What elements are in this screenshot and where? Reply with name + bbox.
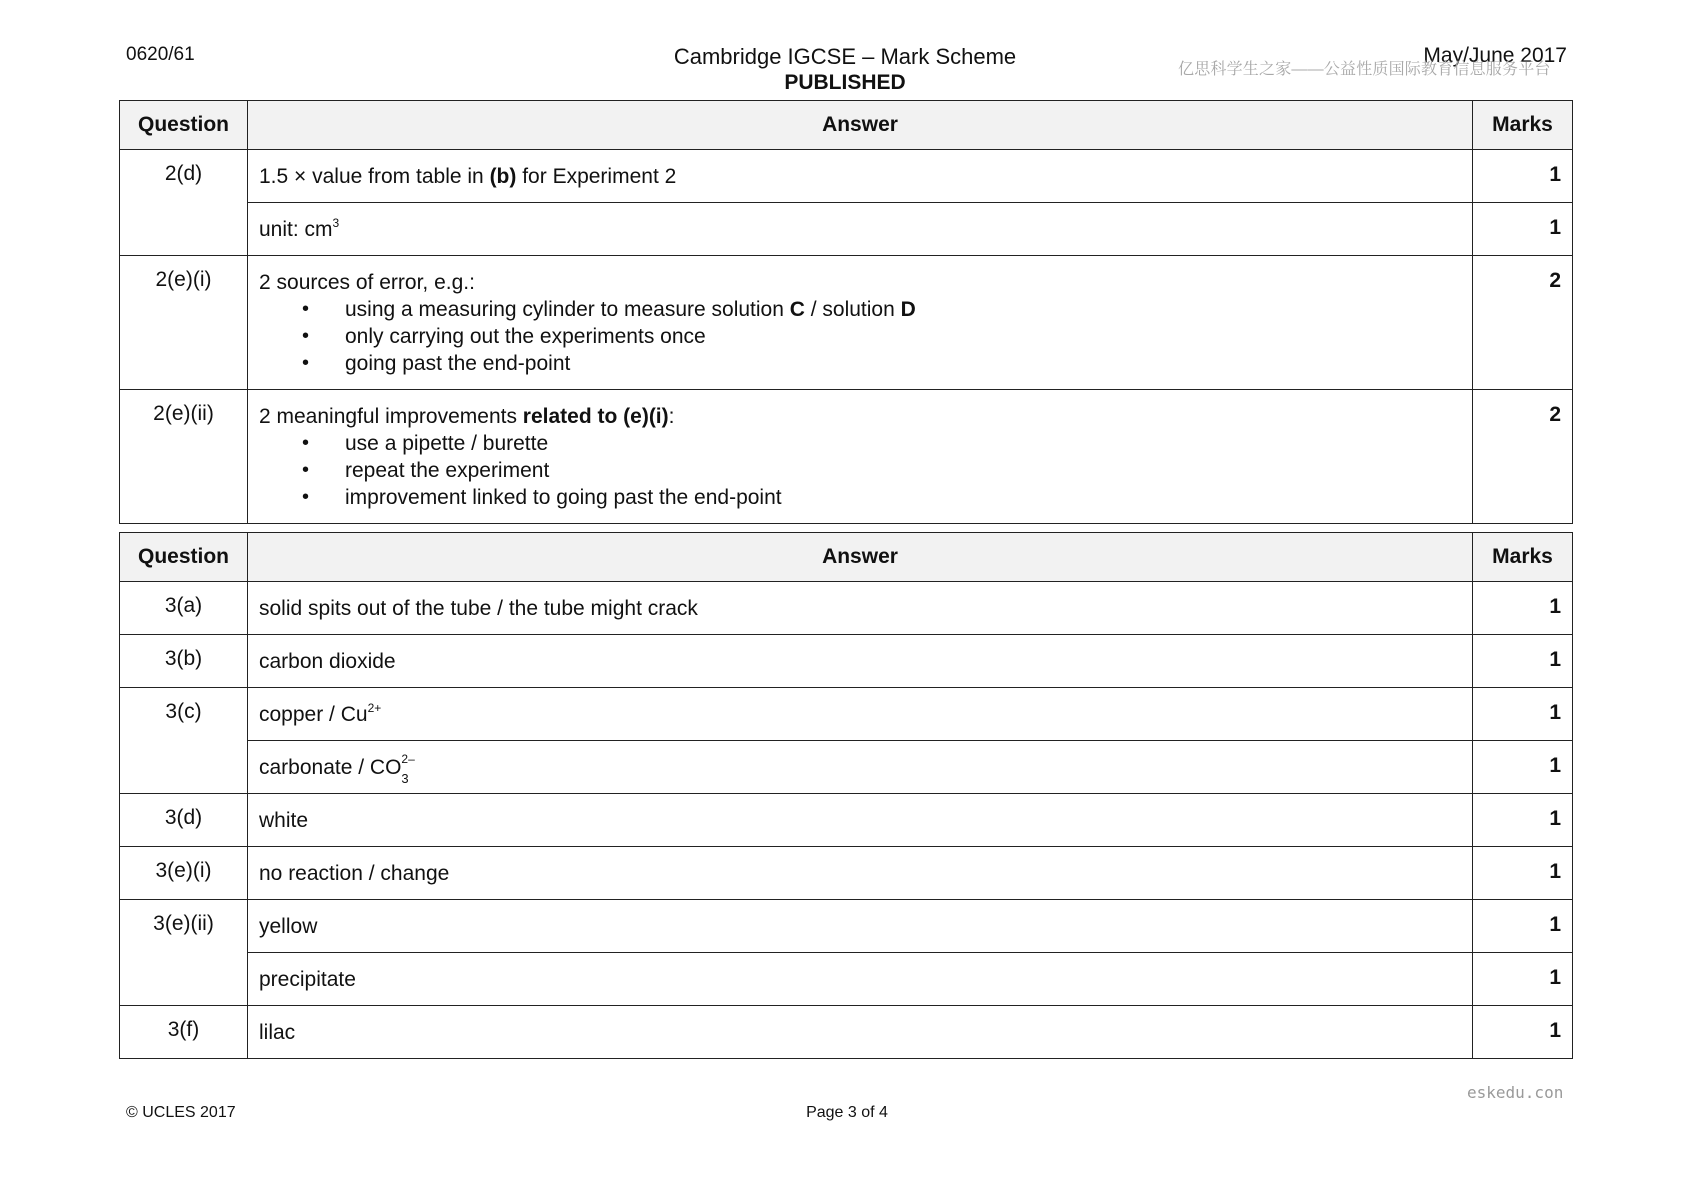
list-item: • use a pipette / burette [259, 430, 1472, 457]
list-item: • only carrying out the experiments once [259, 323, 1472, 350]
answer-bold: related to (e)(i) [522, 405, 669, 428]
answer-text: 2 meaningful improvements [259, 405, 523, 428]
table-row [120, 582, 1573, 635]
marks-cell: 1 [1473, 741, 1573, 794]
table-row [120, 203, 1573, 256]
table-row [120, 150, 1573, 203]
table-header-row [120, 533, 1573, 582]
marks-cell: 1 [1473, 1006, 1573, 1059]
mark-scheme-table-q2 [119, 100, 1573, 524]
table-row [120, 688, 1573, 741]
question-cell: 3(b) [120, 635, 248, 688]
answer-cell: white [248, 794, 1473, 847]
table-row [120, 847, 1573, 900]
page-number: Page 3 of 4 [806, 1104, 888, 1121]
question-cell: 3(d) [120, 794, 248, 847]
answer-bold: C [789, 298, 805, 321]
col-question-header: Question [120, 533, 248, 582]
subscript: 3 [401, 771, 409, 786]
answer-text: : [668, 405, 675, 428]
bullet-list [259, 296, 1472, 377]
exam-date: May/June 2017 [1423, 44, 1567, 67]
answer-cell: precipitate [248, 953, 1473, 1006]
question-cell: 3(a) [120, 582, 248, 635]
table-row [120, 794, 1573, 847]
question-cell: 2(e)(ii) [120, 390, 248, 524]
answer-intro [259, 403, 1472, 430]
paper-code: 0620/61 [126, 44, 195, 65]
table-row [120, 1006, 1573, 1059]
answer-text: using a measuring cylinder to measure solution [345, 298, 790, 321]
question-cell: 3(f) [120, 1006, 248, 1059]
marks-cell: 1 [1473, 900, 1573, 953]
superscript: 2– [401, 752, 415, 766]
answer-cell: solid spits out of the tube / the tube might crack [248, 582, 1473, 635]
marks-cell: 1 [1473, 847, 1573, 900]
superscript: 3 [332, 216, 340, 230]
answer-cell: no reaction / change [248, 847, 1473, 900]
col-answer-header: Answer [248, 533, 1473, 582]
answer-text: for Experiment 2 [516, 165, 677, 188]
status-text: PUBLISHED [784, 71, 906, 94]
answer-intro: 2 sources of error, e.g.: [259, 271, 475, 294]
answer-cell: lilac [248, 1006, 1473, 1059]
copyright: © UCLES 2017 [126, 1104, 236, 1121]
table-row [120, 953, 1573, 1006]
marks-cell: 1 [1473, 635, 1573, 688]
marks-cell: 1 [1473, 582, 1573, 635]
answer-text: 1.5 × value from table in [259, 165, 490, 188]
answer-cell: carbon dioxide [248, 635, 1473, 688]
table-row [120, 256, 1573, 390]
answer-cell [248, 256, 1473, 390]
col-marks-header: Marks [1473, 101, 1573, 150]
list-item [259, 296, 1472, 323]
list-item: • improvement linked to going past the end-point [259, 484, 1472, 511]
answer-cell [248, 741, 1473, 794]
table-header-row [120, 101, 1573, 150]
table-row [120, 390, 1573, 524]
title-text: Cambridge IGCSE – Mark Scheme [673, 44, 1017, 69]
col-question-header: Question [120, 101, 248, 150]
list-item: • going past the end-point [259, 350, 1472, 377]
answer-cell [248, 150, 1473, 203]
answer-cell: yellow [248, 900, 1473, 953]
answer-bold: (b) [489, 165, 517, 188]
ion-notation [401, 752, 421, 786]
watermark-text: 亿思科学生之家——公益性质国际教育信息服务平台 [1178, 61, 1551, 78]
marks-cell: 2 [1473, 256, 1573, 390]
answer-cell [248, 390, 1473, 524]
answer-text: / solution [804, 298, 901, 321]
answer-text: copper / Cu [259, 703, 368, 726]
marks-cell: 1 [1473, 203, 1573, 256]
page-title [560, 44, 1130, 96]
table-row [120, 635, 1573, 688]
answer-bold: D [900, 298, 916, 321]
answer-text: carbonate / CO [259, 756, 402, 779]
col-marks-header: Marks [1473, 533, 1573, 582]
marks-cell: 1 [1473, 688, 1573, 741]
marks-cell: 1 [1473, 794, 1573, 847]
bullet-list [259, 430, 1472, 511]
marks-cell: 2 [1473, 390, 1573, 524]
site-watermark: eskedu.con [1467, 1083, 1564, 1102]
marks-cell: 1 [1473, 150, 1573, 203]
answer-cell [248, 688, 1473, 741]
marks-cell: 1 [1473, 953, 1573, 1006]
question-cell: 2(d) [120, 150, 248, 256]
question-cell: 3(e)(ii) [120, 900, 248, 1006]
question-cell: 2(e)(i) [120, 256, 248, 390]
col-answer-header: Answer [248, 101, 1473, 150]
answer-text: unit: cm [259, 218, 333, 241]
question-cell: 3(c) [120, 688, 248, 794]
list-item: • repeat the experiment [259, 457, 1472, 484]
answer-cell [248, 203, 1473, 256]
table-row [120, 741, 1573, 794]
table-row [120, 900, 1573, 953]
superscript: 2+ [367, 701, 382, 715]
question-cell: 3(e)(i) [120, 847, 248, 900]
mark-scheme-table-q3 [119, 532, 1573, 1059]
